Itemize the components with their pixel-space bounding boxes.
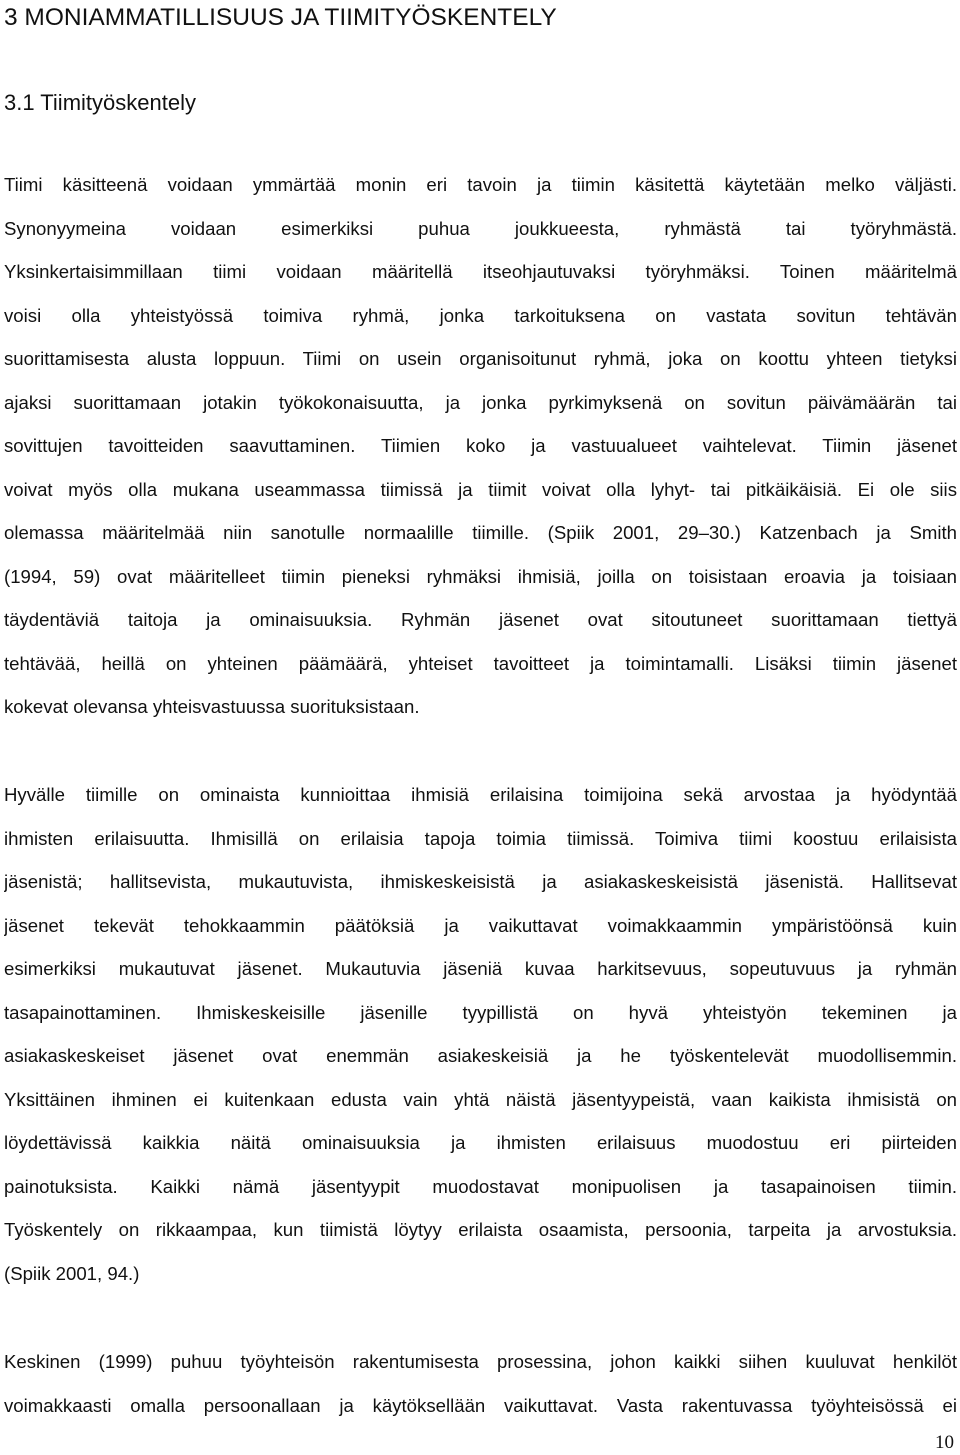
text-line: olemassa määritelmää niin sanotulle normaalille tiimille. (Spiik 2001, 29–30.) Katzenbach ja Smith bbox=[4, 522, 957, 543]
text-line: voisi olla yhteistyössä toimiva ryhmä, jonka tarkoituksena on vastata sovitun tehtävän bbox=[4, 304, 957, 326]
text-line: voivat myös olla mukana useammassa tiimissä ja tiimit voivat olla lyhyt- tai pitkäikäisiä. Ei ole siis bbox=[4, 478, 957, 500]
text-line: Hyvälle tiimille on ominaista kunnioittaa ihmisiä erilaisina toimijoina sekä arvostaa ja hyödyntää bbox=[4, 784, 957, 805]
text-line: (1994, 59) ovat määritelleet tiimin pieneksi ryhmäksi ihmisiä, joilla on toisistaan eroavia ja toisiaan bbox=[4, 565, 957, 587]
text-line: ihmisten erilaisuutta. Ihmisillä on erilaisia tapoja toimia tiimissä. Toimiva tiimi koostuu erilaisista bbox=[4, 827, 957, 849]
text-line: esimerkiksi mukautuvat jäsenet. Mukautuvia jäseniä kuvaa harkitsevuus, sopeutuvuus ja ryhmän bbox=[4, 958, 957, 979]
text-line: suorittamisesta alusta loppuun. Tiimi on usein organisoitunut ryhmä, joka on koottu yhteen tietyksi bbox=[4, 348, 957, 369]
section-heading: 3.1 Tiimityöskentely bbox=[4, 90, 196, 115]
text-line: täydentäviä taitoja ja ominaisuuksia. Ryhmän jäsenet ovat sitoutuneet suorittamaan tiettyä bbox=[4, 609, 957, 630]
text-line: Tiimi käsitteenä voidaan ymmärtää monin eri tavoin ja tiimin käsitettä käytetään melko väljästi. bbox=[4, 174, 957, 195]
text-line: asiakaskeskeiset jäsenet ovat enemmän asiakeskeisiä ja he työskentelevät muodollisemmin. bbox=[4, 1045, 957, 1066]
text-line: löydettävissä kaikkia näitä ominaisuuksia ja ihmisten erilaisuus muodostuu eri piirteiden bbox=[4, 1132, 957, 1153]
paragraph-team-diversity bbox=[4, 773, 957, 1295]
text-line: Yksinkertaisimmillaan tiimi voidaan määritellä itseohjautuvaksi työryhmäksi. Toinen määritelmä bbox=[4, 261, 957, 282]
text-line: voimakkaasti omalla persoonallaan ja käytöksellään vaikuttavat. Vasta rakentuvassa työyhteisössä ei bbox=[4, 1394, 957, 1416]
text-line: Synonyymeina voidaan esimerkiksi puhua joukkueesta, ryhmästä tai työryhmästä. bbox=[4, 217, 957, 239]
page-number: 10 bbox=[935, 1432, 954, 1453]
text-line: jäsenet tekevät tehokkaammin päätöksiä ja vaikuttavat voimakkaammin ympäristöönsä kuin bbox=[4, 914, 957, 936]
chapter-heading: 3 MONIAMMATILLISUUS JA TIIMITYÖSKENTELY bbox=[4, 4, 557, 31]
text-line: Työskentely on rikkaampaa, kun tiimistä löytyy erilaista osaamista, persoonia, tarpeita ja arvostuksia. bbox=[4, 1219, 957, 1240]
text-line: kokevat olevansa yhteisvastuussa suorituksistaan. bbox=[4, 696, 420, 717]
text-line: ajaksi suorittamaan jotakin työkokonaisuutta, ja jonka pyrkimyksenä on sovitun päivämäärän tai bbox=[4, 391, 957, 413]
text-line: Keskinen (1999) puhuu työyhteisön rakentumisesta prosessina, johon kaikki siihen kuuluvat henkilöt bbox=[4, 1351, 957, 1372]
text-line: jäsenistä; hallitsevista, mukautuvista, ihmiskeskeisistä ja asiakaskeskeisistä jäsenistä. Hallitsevat bbox=[4, 871, 957, 892]
text-line: painotuksista. Kaikki nämä jäsentyypit muodostavat monipuolisen ja tasapainoisen tiimin. bbox=[4, 1175, 957, 1197]
text-line: (Spiik 2001, 94.) bbox=[4, 1262, 140, 1284]
text-line: tehtävää, heillä on yhteinen päämäärä, yhteiset tavoitteet ja toimintamalli. Lisäksi tiimin jäsenet bbox=[4, 652, 957, 674]
text-line: sovittujen tavoitteiden saavuttaminen. Tiimien koko ja vastuualueet vaihtelevat. Tiimin jäsenet bbox=[4, 435, 957, 456]
text-line: tasapainottaminen. Ihmiskeskeisille jäsenille tyypillistä on hyvä yhteistyön tekeminen ja bbox=[4, 1001, 957, 1023]
paragraph-work-community bbox=[4, 1340, 957, 1427]
paragraph-team-definition bbox=[4, 163, 957, 729]
text-line: Yksittäinen ihminen ei kuitenkaan edusta vain yhtä näistä jäsentyypeistä, vaan kaikista ihmisistä on bbox=[4, 1088, 957, 1110]
